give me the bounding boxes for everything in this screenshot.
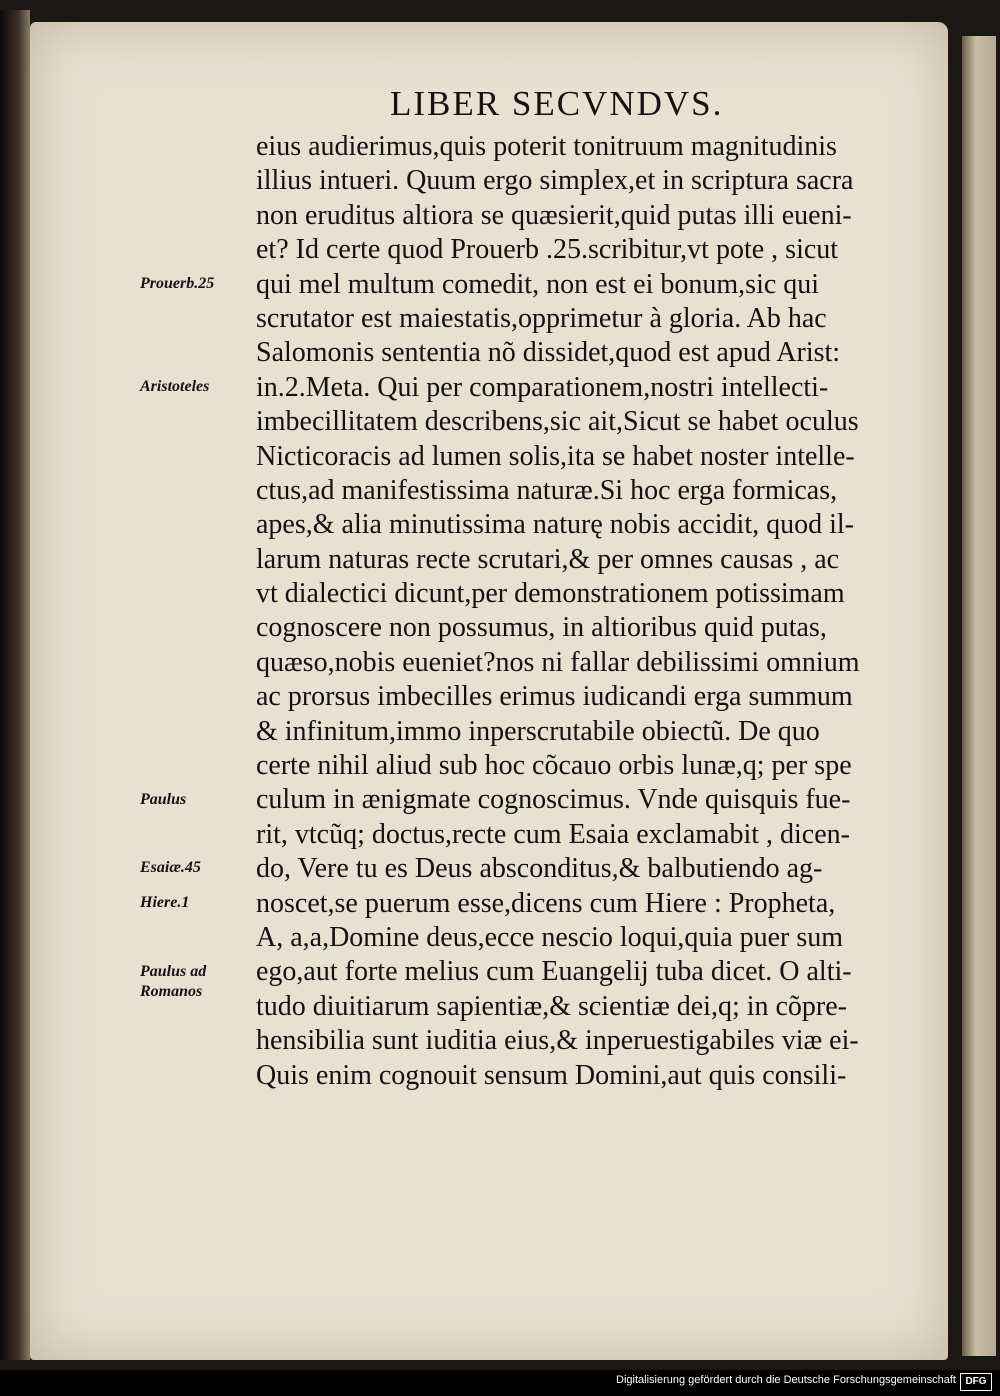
text-line: ac prorsus imbecilles erimus iudicandi erga summum <box>256 681 853 713</box>
text-line: Quis enim cognouit sensum Domini,aut quis consili- <box>256 1059 847 1091</box>
text-line: culum in ænigmate cognoscimus. Vnde quisquis fue- <box>256 784 851 816</box>
text-line: quæso,nobis eueniet?nos ni fallar debilissimi omnium <box>256 646 860 678</box>
marginal-note: Paulus <box>140 790 187 808</box>
text-line: rit, vtcũq; doctus,recte cum Esaia exclamabit , dicen- <box>256 818 850 850</box>
text-line: apes,& alia minutissima naturę nobis accidit, quod il- <box>256 509 854 541</box>
text-line: et? Id certe quod Prouerb .25.scribitur,vt pote , sicut <box>256 234 839 266</box>
text-line: Nicticoracis ad lumen solis,ita se habet noster intelle- <box>256 440 855 472</box>
text-line: & infinitum,immo inperscrutabile obiectũ. De quo <box>256 715 820 747</box>
text-line: hensibilia sunt iuditia eius,& inperuestigabiles viæ ei- <box>256 1025 859 1057</box>
marginal-note: Paulus ad Romanos <box>140 962 207 1000</box>
text-line: qui mel multum comedit, non est ei bonum,sic qui <box>256 268 820 300</box>
text-line: vt dialectici dicunt,per demonstrationem potissimam <box>256 578 845 610</box>
book-gutter <box>0 10 30 1360</box>
text-line: scrutator est maiestatis,opprimetur à gloria. Ab hac <box>256 302 827 334</box>
text-line: noscet,se puerum esse,dicens cum Hiere : Propheta, <box>256 887 836 919</box>
text-line: certe nihil aliud sub hoc cõcauo orbis lunæ,q; per spe <box>256 750 852 782</box>
text-line: do, Vere tu es Deus absconditus,& balbutiendo ag- <box>256 853 823 885</box>
text-line: in.2.Meta. Qui per comparationem,nostri intellecti- <box>256 371 829 403</box>
dfg-logo: DFG <box>960 1373 992 1391</box>
text-line: imbecillitatem describens,sic ait,Sicut se habet oculus <box>256 406 859 438</box>
marginal-note: Aristoteles <box>140 377 210 395</box>
text-line: tudo diuitiarum sapientiæ,& scientiæ dei,q; in cõpre- <box>256 990 848 1022</box>
text-line: eius audierimus,quis poterit tonitruum magnitudinis <box>256 131 837 162</box>
marginal-note: Esaiæ.45 <box>140 859 201 877</box>
footer-credit: Digitalisierung gefördert durch die Deutsche Forschungsgemeinschaft <box>616 1374 956 1386</box>
text-line: A, a,a,Domine deus,ecce nescio loqui,quia puer sum <box>256 921 844 953</box>
main-text-block <box>256 130 916 1093</box>
text-line: larum naturas recte scrutari,& per omnes causas , ac <box>256 543 840 575</box>
marginal-note: Hiere.1 <box>140 893 190 911</box>
text-line: ego,aut forte melius cum Euangelij tuba dicet. O alti- <box>256 956 852 988</box>
text-line: illius intueri. Quum ergo simplex,et in scriptura sacra <box>256 165 854 197</box>
text-line: ctus,ad manifestissima naturæ.Si hoc erga formicas, <box>256 474 838 506</box>
text-line: non eruditus altiora se quæsierit,quid putas illi eueni- <box>256 199 852 231</box>
text-line: Salomonis sententia nõ dissidet,quod est apud Arist: <box>256 337 841 369</box>
page-edge <box>962 36 996 1356</box>
text-line: cognoscere non possumus, in altioribus quid putas, <box>256 612 827 644</box>
running-head: LIBER SECVNDVS. <box>390 84 724 123</box>
marginal-note: Prouerb.25 <box>140 274 215 292</box>
